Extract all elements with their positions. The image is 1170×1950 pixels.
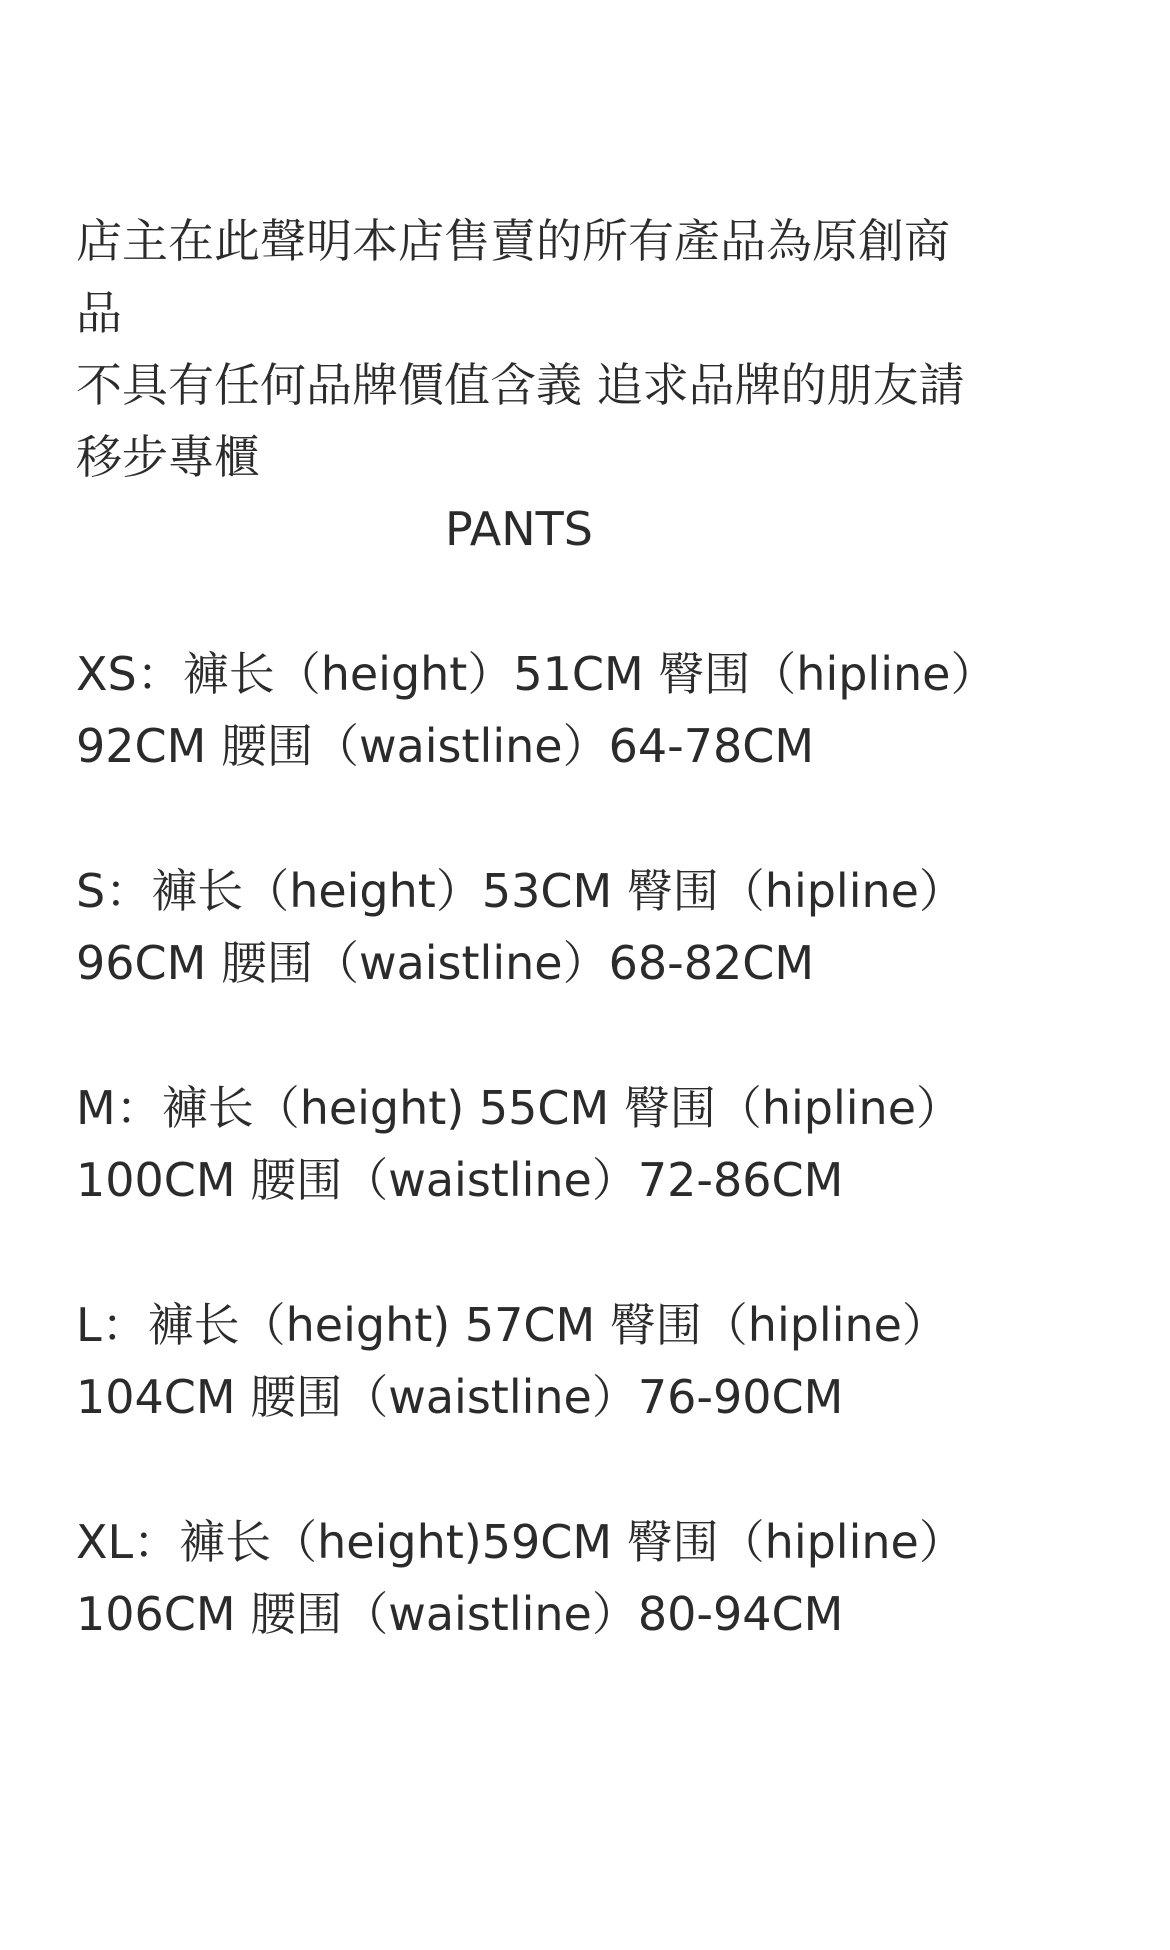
size-entry-s [76, 855, 1096, 999]
spacer [76, 565, 1096, 638]
size-measurement-line: XL：褲长（height)59CM 臀围（hipline） [76, 1515, 965, 1569]
size-entry-l [76, 1289, 1096, 1433]
size-measurement-line: L：褲长（height) 57CM 臀围（hipline） [76, 1298, 948, 1352]
notice-line: 不具有任何品牌價值含義 追求品牌的朋友請 [76, 358, 965, 412]
size-measurement-line: 100CM 腰围（waistline）72-86CM [76, 1153, 844, 1207]
size-entry-xl [76, 1506, 1096, 1650]
size-measurement-line: S：褲长（height）53CM 臀围（hipline） [76, 864, 965, 918]
size-measurement-line: 96CM 腰围（waistline）68-82CM [76, 936, 815, 990]
section-title-pants: PANTS [445, 502, 593, 556]
notice-line: 品 [76, 286, 122, 340]
size-measurement-line: 106CM 腰围（waistline）80-94CM [76, 1587, 844, 1641]
notice-line: 店主在此聲明本店售賣的所有產品為原創商 [76, 214, 950, 268]
store-notice [76, 205, 1096, 493]
size-measurement-line: 104CM 腰围（waistline）76-90CM [76, 1370, 844, 1424]
notice-line: 移步專櫃 [76, 430, 260, 484]
size-measurement-line: XS：褲长（height）51CM 臀围（hipline） [76, 647, 997, 701]
size-measurement-line: M：褲长（height) 55CM 臀围（hipline） [76, 1081, 962, 1135]
size-entry-xs [76, 638, 1096, 782]
size-chart-document [76, 205, 1096, 1723]
size-entry-m [76, 1072, 1096, 1216]
size-measurement-line: 92CM 腰围（waistline）64-78CM [76, 719, 815, 773]
